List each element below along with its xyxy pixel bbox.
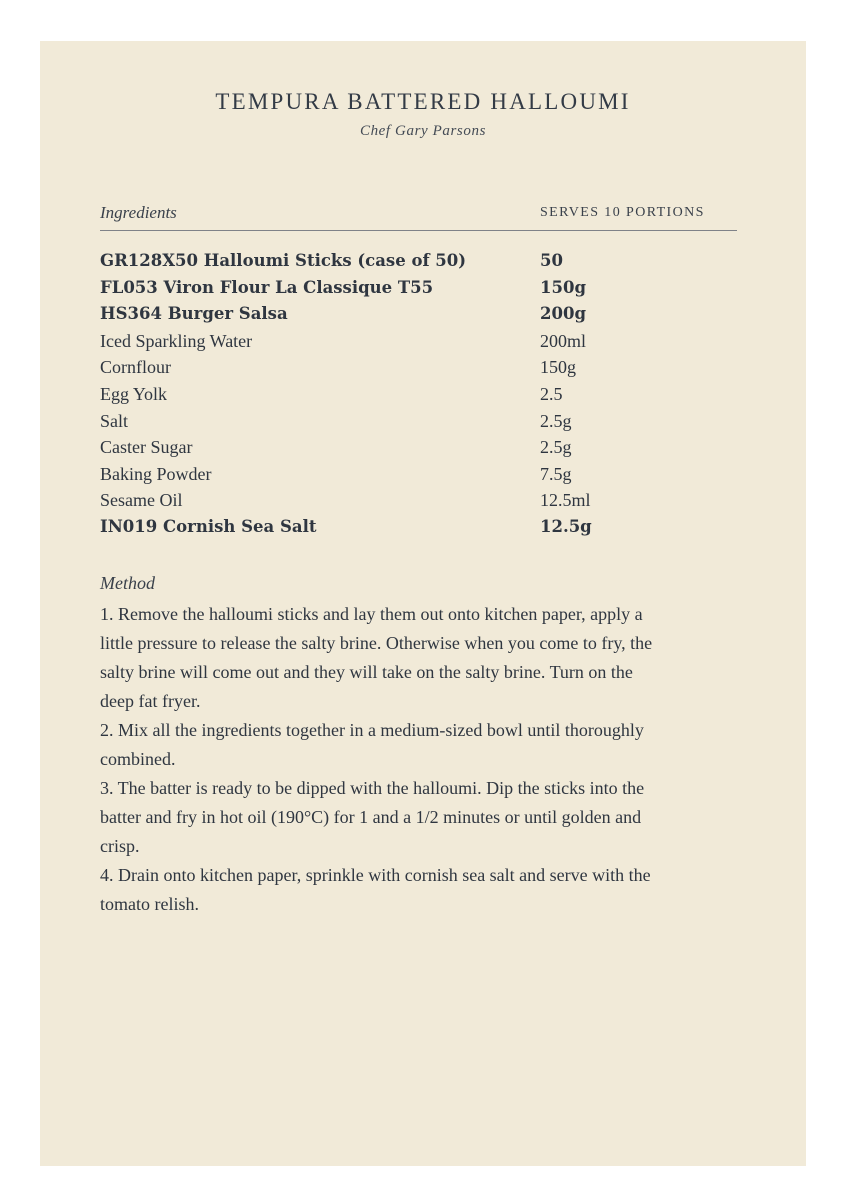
ingredients-heading: Ingredients <box>100 203 177 222</box>
method-line: 4. Drain onto kitchen paper, sprinkle with cornish sea salt and serve with the <box>100 865 651 885</box>
ingredient-name: Cornflour <box>100 357 171 378</box>
ingredient-quantity: 2.5g <box>540 410 572 431</box>
serves-label: SERVES 10 PORTIONS <box>540 205 705 220</box>
ingredient-row <box>100 357 740 384</box>
method-line: 1. Remove the halloumi sticks and lay them out onto kitchen paper, apply a <box>100 604 643 624</box>
ingredient-row <box>100 331 740 358</box>
ingredient-quantity: 200g <box>540 304 586 324</box>
ingredient-row <box>100 304 740 331</box>
method-line: 2. Mix all the ingredients together in a medium-sized bowl until thoroughly <box>100 720 644 740</box>
method-line: batter and fry in hot oil (190°C) for 1 and a 1/2 minutes or until golden and <box>100 807 642 827</box>
ingredients-list <box>100 251 740 544</box>
ingredient-row <box>100 437 740 464</box>
ingredient-name: FL053 Viron Flour La Classique T55 <box>100 277 434 297</box>
ingredient-quantity: 2.5 <box>540 383 563 404</box>
ingredient-row <box>100 490 740 517</box>
chef-name: Chef Gary Parsons <box>359 123 487 139</box>
recipe-card <box>40 41 806 1166</box>
ingredient-row <box>100 251 740 278</box>
ingredient-row <box>100 464 740 491</box>
ingredient-quantity: 12.5ml <box>540 490 591 511</box>
recipe-title: TEMPURA BATTERED HALLOUMI <box>215 89 631 114</box>
ingredient-name: Sesame Oil <box>100 490 183 511</box>
ingredient-name: IN019 Cornish Sea Salt <box>100 516 317 536</box>
method-text <box>100 600 740 919</box>
method-line: combined. <box>100 749 176 769</box>
ingredient-row <box>100 278 740 305</box>
method-line: deep fat fryer. <box>100 691 201 711</box>
ingredient-quantity: 2.5g <box>540 437 572 458</box>
ingredient-quantity: 7.5g <box>540 463 572 484</box>
ingredient-quantity: 200ml <box>540 330 587 351</box>
ingredient-row <box>100 411 740 438</box>
method-line: crisp. <box>100 836 140 856</box>
ingredient-name: Egg Yolk <box>100 383 168 404</box>
ingredient-name: Caster Sugar <box>100 437 193 458</box>
method-line: 3. The batter is ready to be dipped with the halloumi. Dip the sticks into the <box>100 778 645 798</box>
ingredient-quantity: 150g <box>540 277 586 297</box>
ingredient-name: Iced Sparkling Water <box>100 330 253 351</box>
method-heading: Method <box>100 573 155 593</box>
ingredient-quantity: 12.5g <box>540 516 592 536</box>
method-line: tomato relish. <box>100 894 199 914</box>
ingredient-name: Salt <box>100 410 129 431</box>
method-line: salty brine will come out and they will take on the salty brine. Turn on the <box>100 662 633 682</box>
ingredient-row <box>100 384 740 411</box>
ingredient-name: GR128X50 Halloumi Sticks (case of 50) <box>100 251 467 270</box>
ingredient-name: HS364 Burger Salsa <box>100 304 288 324</box>
method-line: little pressure to release the salty brine. Otherwise when you come to fry, the <box>100 633 653 653</box>
divider <box>100 230 737 231</box>
ingredient-quantity: 50 <box>540 251 563 270</box>
ingredient-quantity: 150g <box>540 357 576 378</box>
ingredient-name: Baking Powder <box>100 463 212 484</box>
ingredient-row <box>100 517 740 544</box>
